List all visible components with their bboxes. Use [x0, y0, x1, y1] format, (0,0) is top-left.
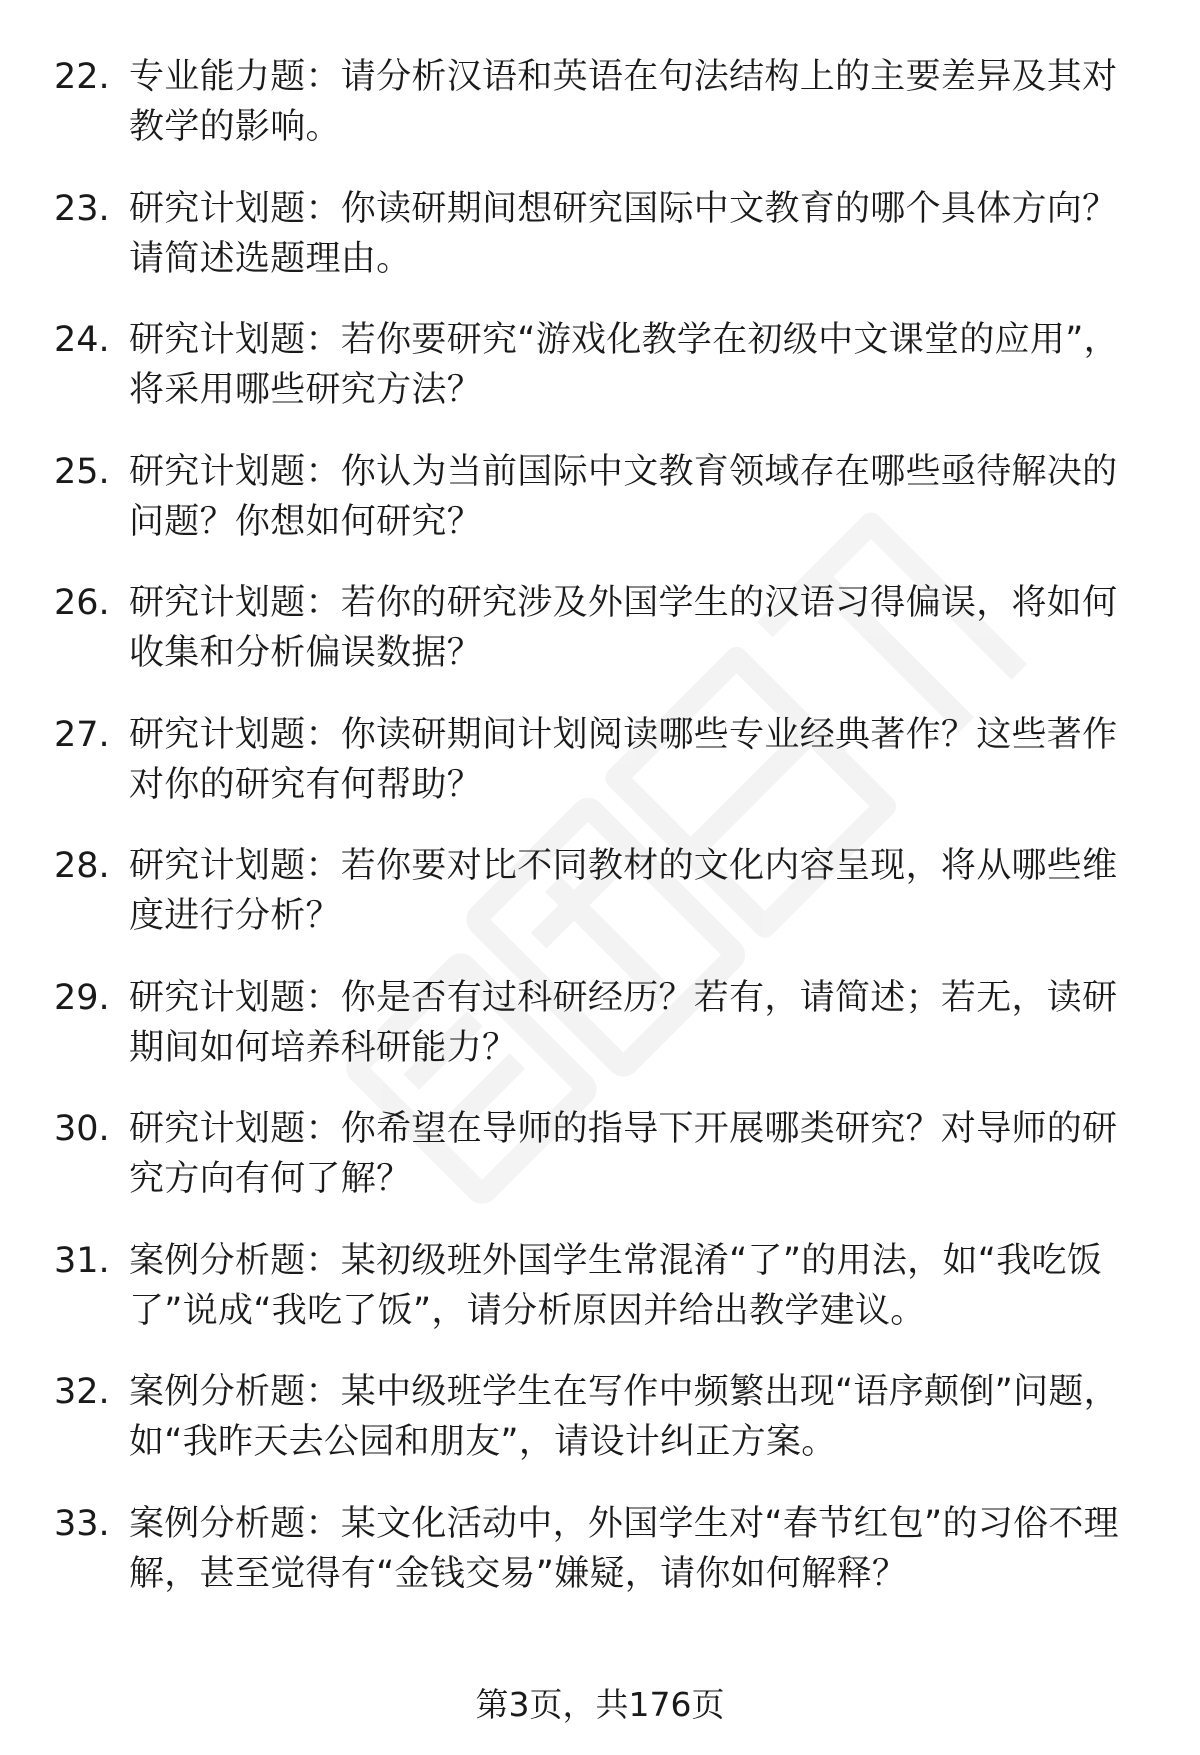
question-text: 专业能力题：请分析汉语和英语在句法结构上的主要差异及其对教学的影响。 [129, 57, 1118, 147]
question-number: 31. [54, 1240, 110, 1281]
question-item [0, 315, 1200, 447]
question-item [0, 1499, 1200, 1631]
question-item [0, 184, 1200, 316]
question-number: 28. [54, 846, 110, 886]
question-number: 26. [54, 583, 110, 623]
question-number: 23. [54, 188, 110, 229]
question-item [0, 52, 1200, 184]
question-item [0, 447, 1200, 579]
question-text: 研究计划题：你希望在导师的指导下开展哪类研究？对导师的研究方向有何了解？ [129, 1109, 1118, 1199]
question-text: 研究计划题：若你的研究涉及外国学生的汉语习得偏误，将如何收集和分析偏误数据？ [129, 583, 1118, 673]
question-text: 研究计划题：你认为当前国际中文教育领域存在哪些亟待解决的问题？你想如何研究？ [129, 451, 1118, 542]
question-number: 24. [54, 320, 110, 360]
question-item [0, 1104, 1200, 1236]
page-indicator: 第3页，共176页 [475, 1685, 725, 1724]
question-text: 案例分析题：某初级班外国学生常混淆“了”的用法，如“我吃饭了”说成“我吃了饭”，请分析原因并给出教学建议。 [129, 1240, 1103, 1331]
question-text: 研究计划题：若你要研究“游戏化教学在初级中文课堂的应用”，将采用哪些研究方法？ [129, 320, 1119, 410]
question-number: 25. [54, 451, 110, 492]
question-item [0, 710, 1200, 842]
question-item [0, 841, 1200, 973]
question-text: 研究计划题：若你要对比不同教材的文化内容呈现，将从哪些维度进行分析？ [129, 846, 1118, 936]
question-item [0, 1236, 1200, 1368]
question-item [0, 578, 1200, 710]
question-text: 案例分析题：某中级班学生在写作中频繁出现“语序颠倒”问题，如“我昨天去公园和朋友”，请设计纠正方案。 [129, 1372, 1119, 1462]
question-number: 27. [54, 714, 110, 755]
question-text: 研究计划题：你读研期间想研究国际中文教育的哪个具体方向？请简述选题理由。 [129, 188, 1118, 279]
question-number: 29. [54, 977, 110, 1018]
question-item [0, 1367, 1200, 1499]
question-text: 研究计划题：你读研期间计划阅读哪些专业经典著作？这些著作对你的研究有何帮助？ [129, 714, 1118, 805]
question-number: 30. [54, 1109, 110, 1149]
question-text: 研究计划题：你是否有过科研经历？若有，请简述；若无，读研期间如何培养科研能力？ [129, 977, 1118, 1068]
question-text: 案例分析题：某文化活动中，外国学生对“春节红包”的习俗不理解，甚至觉得有“金钱交易”嫌疑，请你如何解释？ [129, 1503, 1119, 1594]
question-number: 32. [54, 1372, 110, 1412]
question-number: 22. [54, 57, 110, 97]
question-number: 33. [54, 1503, 110, 1544]
question-item [0, 973, 1200, 1105]
question-list [0, 52, 1200, 1630]
